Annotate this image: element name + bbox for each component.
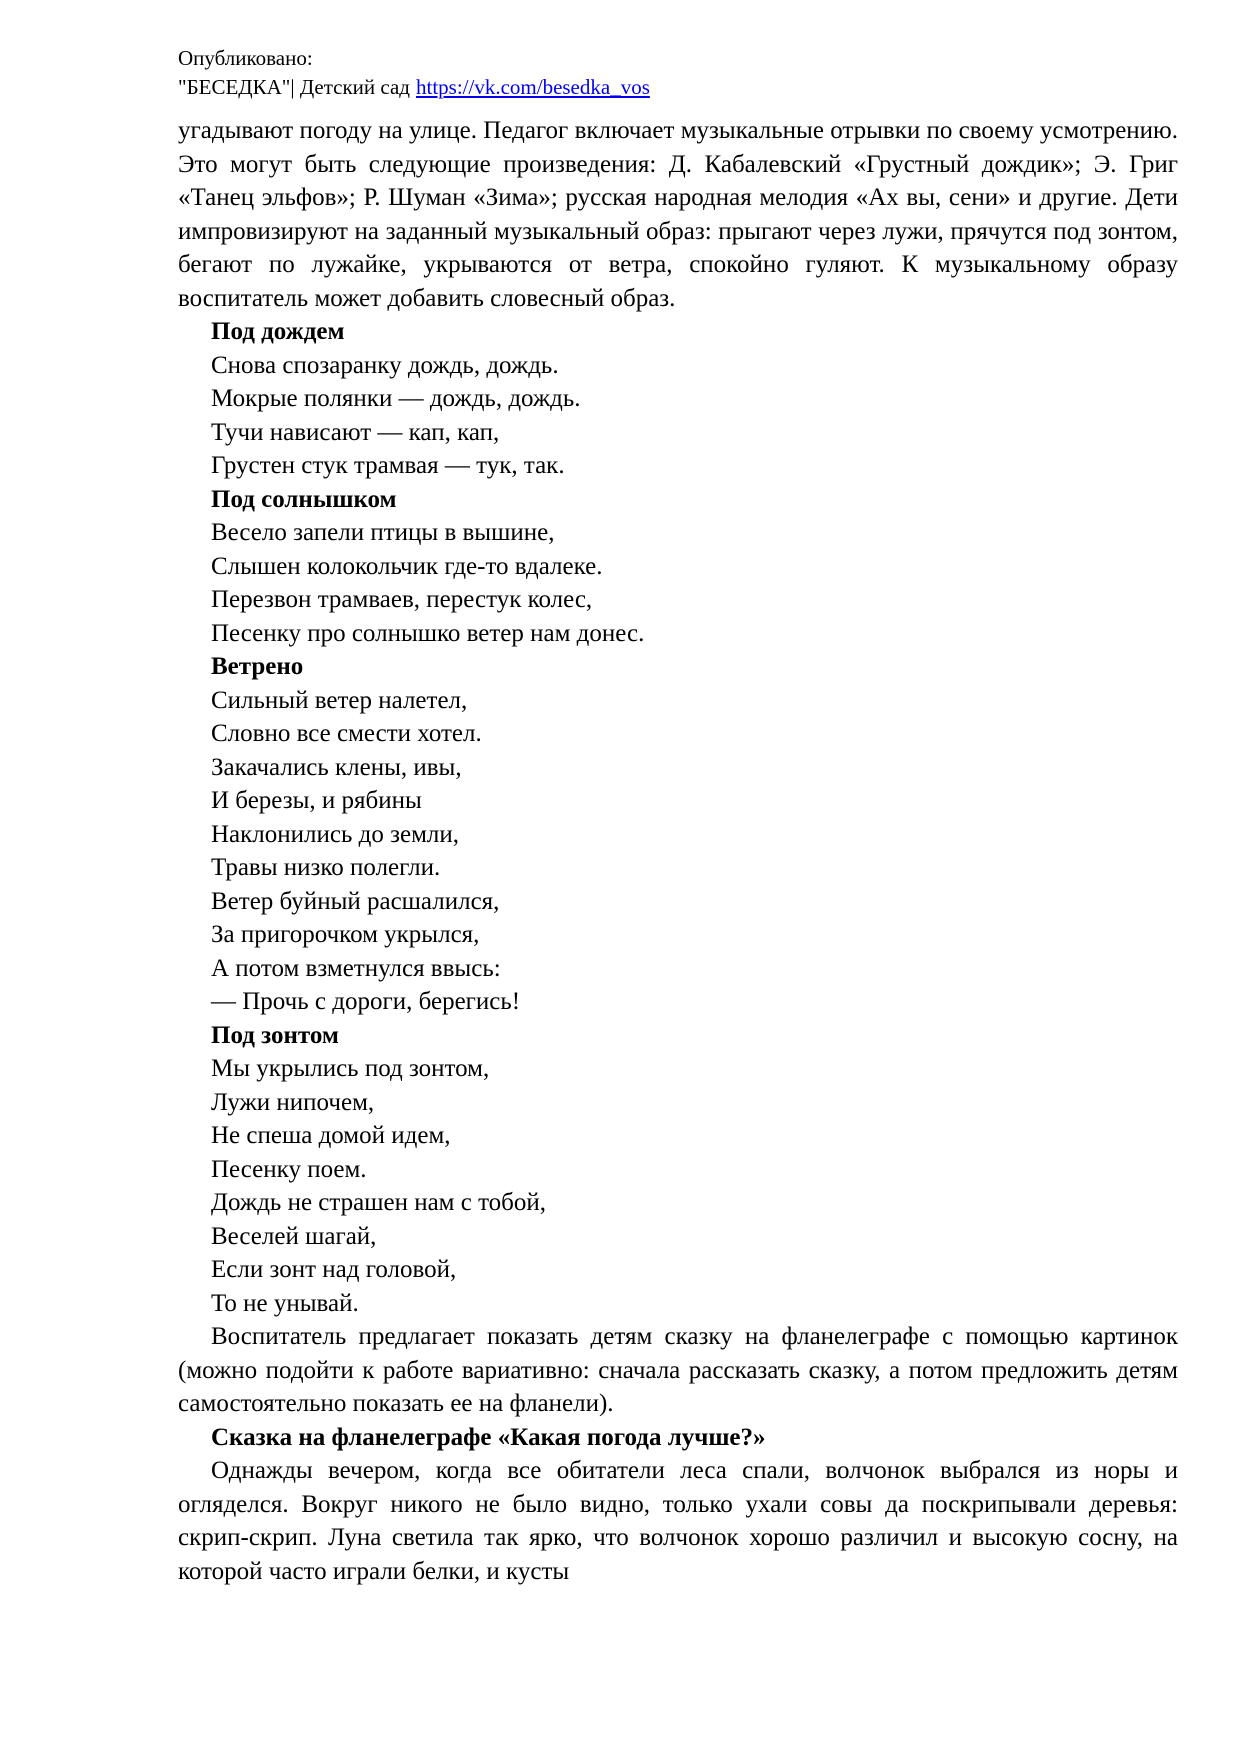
published-label: Опубликовано:	[178, 46, 313, 70]
poem-line: Грустен стук трамвая — тук, так.	[211, 452, 565, 479]
poem-line: За пригорочком укрылся,	[211, 921, 480, 948]
poem-line: Песенку поем.	[211, 1155, 367, 1183]
poem-line: Снова спозаранку дождь, дождь.	[211, 351, 559, 379]
poem-line: Дождь не страшен нам с тобой,	[211, 1189, 547, 1216]
poem-line: Веселей шагай,	[211, 1222, 377, 1250]
poem-line: Ветер буйный расшалился,	[211, 887, 500, 915]
poem-under-umbrella	[178, 1019, 1178, 1321]
poem-line: — Прочь с дороги, берегись!	[211, 988, 521, 1015]
poem-line: Если зонт над головой,	[211, 1256, 457, 1283]
poem-under-sun	[178, 483, 1178, 651]
poem-line: Слышен колокольчик где-то вдалеке.	[211, 552, 603, 580]
poem-line: Словно все смести хотел.	[211, 720, 482, 747]
poem-title: Под солнышком	[211, 485, 397, 513]
teacher-paragraph: Воспитатель предлагает показать детям сказку на фланелеграфе с помощью картинок (можно подойти к работе вариативно: сначала рассказать сказку, а потом предложить детям самостоятельно показать ее на фланели).	[178, 1323, 1178, 1417]
poem-line: Мы укрылись под зонтом,	[211, 1055, 490, 1082]
poem-line: Закачались клены, ивы,	[211, 753, 462, 781]
poem-line: Наклонились до земли,	[211, 820, 459, 848]
poem-line: Сильный ветер налетел,	[211, 686, 468, 714]
story-title: Сказка на фланелеграфе «Какая погода лучше?»	[211, 1423, 766, 1451]
poem-line: Песенку про солнышко ветер нам донес.	[211, 619, 645, 647]
poem-line: Весело запели птицы в вышине,	[211, 519, 555, 546]
poem-line: А потом взметнулся ввысь:	[211, 954, 501, 982]
document-page	[178, 44, 1178, 1588]
poem-line: Травы низко полегли.	[211, 854, 441, 881]
poem-line: То не унывай.	[211, 1289, 359, 1317]
poem-line: Тучи нависают — кап, кап,	[211, 418, 500, 446]
source-link[interactable]: https://vk.com/besedka_vos	[415, 75, 650, 99]
poem-line: Не спеша домой идем,	[211, 1122, 451, 1149]
source-line	[178, 73, 1178, 102]
poem-line: Лужи нипочем,	[211, 1088, 375, 1116]
source-name: "БЕСЕДКА"| Детский сад	[178, 75, 410, 99]
poem-title: Под дождем	[211, 318, 345, 345]
poem-line: Мокрые полянки — дождь, дождь.	[211, 385, 581, 412]
poem-title: Под зонтом	[211, 1021, 339, 1049]
intro-paragraph: угадывают погоду на улице. Педагог включает музыкальные отрывки по своему усмотрению. Это могут быть следующие произведения: Д. Кабалевский «Грустный дождик»; Э. Григ «Танец эльфов»; Р. Шуман «Зима»; русская народная мелодия «Ах вы, сени» и другие. Дети импровизируют на заданный музыкальный образ: прыгают через лужи, прячутся под зонтом, бегают по лужайке, укрываются от ветра, спокойно гуляют. К музыкальному образу воспитатель может добавить словесный образ.	[178, 117, 1178, 312]
poem-under-rain	[178, 315, 1178, 483]
poem-line: И березы, и рябины	[211, 787, 422, 814]
poem-line: Перезвон трамваев, перестук колес,	[211, 586, 593, 613]
document-body	[178, 114, 1178, 1588]
poem-title: Ветрено	[211, 653, 304, 680]
poem-windy	[178, 650, 1178, 1019]
story-paragraph: Однажды вечером, когда все обитатели леса спали, волчонок выбрался из норы и огляделся. Вокруг никого не было видно, только ухали совы да поскрипывали деревья: скрип-скрип. Луна светила так ярко, что волчонок хорошо различил и высокую сосну, на которой часто играли белки, и кусты	[178, 1457, 1178, 1585]
